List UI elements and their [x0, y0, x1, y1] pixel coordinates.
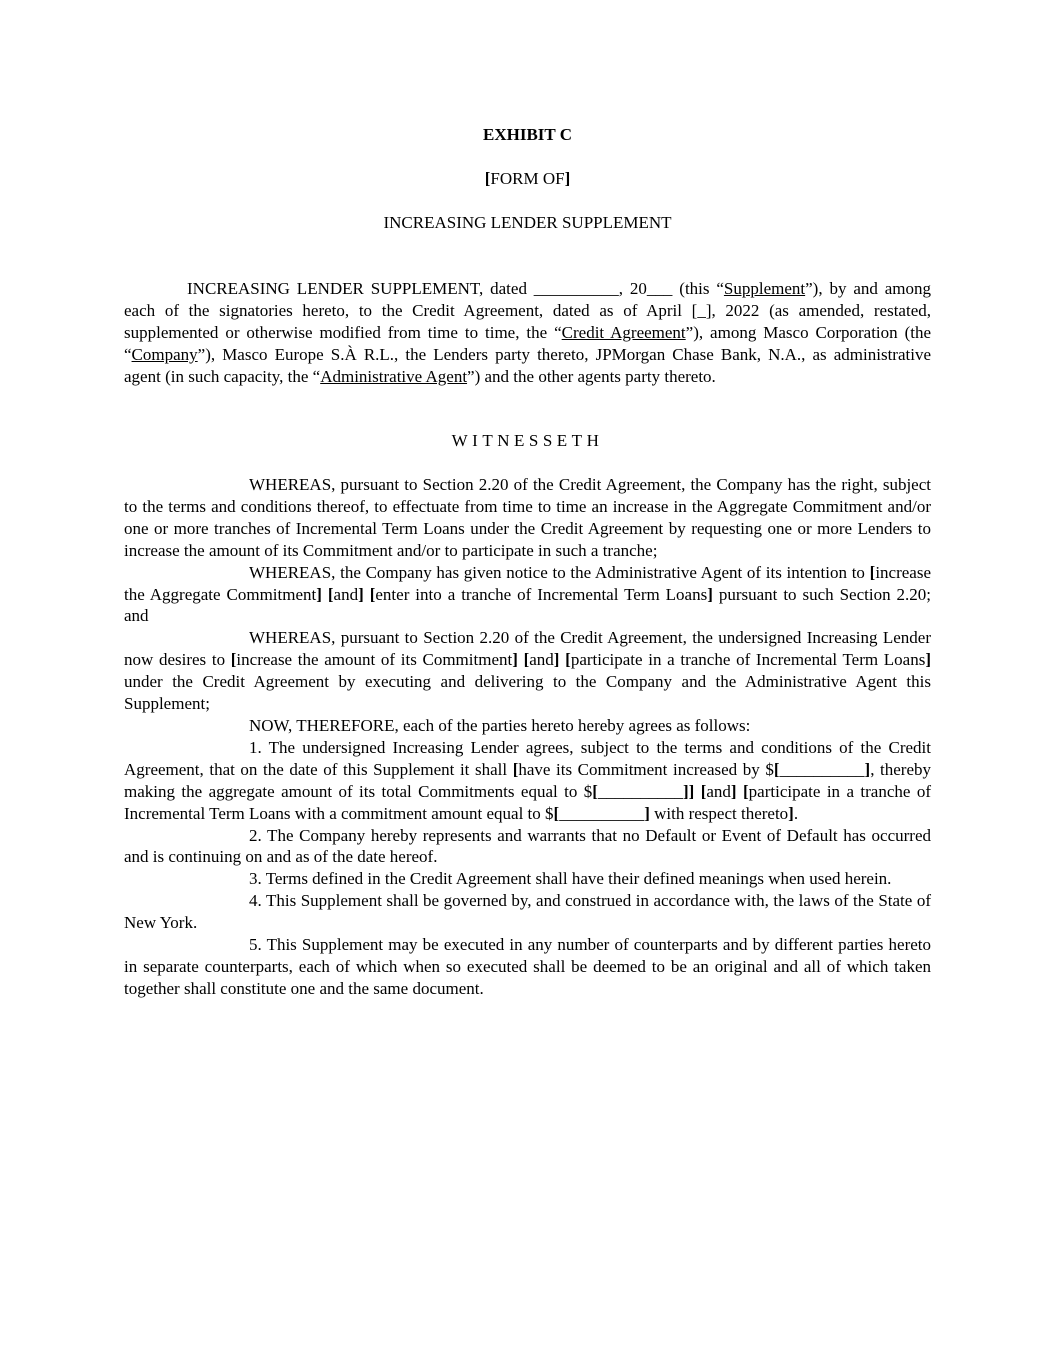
recital-3-text-e: under the Credit Agreement by executing and delivering to the Company and the Administrative Agent this Supplement; [124, 672, 931, 714]
now-therefore-clause: NOW, THEREFORE, each of the parties hereto hereby agrees as follows: [249, 715, 751, 735]
recital-2-text-a: WHEREAS, the Company has given notice to the Administrative Agent of its intention to [249, 562, 870, 582]
bracket-open: [ [512, 759, 519, 779]
bracket-open: [ [327, 584, 334, 604]
section-1-text-b: have its Commitment increased by $ [518, 759, 774, 779]
section-1: 1. The undersigned Increasing Lender agrees, subject to the terms and conditions of the Credit Agreement, that on the date of this Supplement it shall [have its Commitment increased by $[__________], thereby making the aggregate amount of its total Commitments equal to $[__________]] [and] [participate in a tranche of Incremental Term Loans with a commitment amount equal to $[__________] with respect thereto]. [124, 737, 932, 823]
recital-1: WHEREAS, pursuant to Section 2.20 of the Credit Agreement, the Company has the right, subject to the terms and conditions thereof, to effectuate from time to time an increase in the Aggregate Commitment and/or one or more tranches of Incremental Term Loans under the Credit Agreement by requesting one or more Lenders to increase the amount of its Commitment and/or to participate in such a tranche; [124, 475, 931, 560]
section-5: 5. This Supplement may be executed in any number of counterparts and by different parties hereto in separate counterparts, each of which when so executed shall be deemed to be an original and all of which taken together shall constitute one and the same document. [124, 935, 931, 998]
document-title: INCREASING LENDER SUPPLEMENT [383, 213, 672, 232]
intro-text-4: ”), Masco Europe S.À R.L., the Lenders party thereto, JPMorgan Chase Bank, N.A., as administrative agent (in such capacity, the “ [124, 344, 931, 386]
section-2: 2. The Company hereby represents and warrants that no Default or Event of Default has occurred and is continuing on and as of the date hereof. [124, 825, 931, 867]
intro-text-5: ”) and the other agents party thereto. [467, 366, 716, 386]
bracket-open: [ [773, 759, 780, 779]
bracket-close-double: ]] [682, 781, 695, 801]
bracket-open: [ [592, 781, 598, 801]
bracket-close: ] [925, 650, 931, 670]
bracket-close: ] [707, 584, 713, 604]
defined-term-administrative-agent: Administrative Agent [320, 366, 468, 386]
section-1-and: and [706, 781, 731, 801]
section-4: 4. This Supplement shall be governed by, and construed in accordance with, the laws of the State of New York. [124, 891, 931, 933]
bracket-open: [ [484, 169, 491, 188]
defined-term-supplement: Supplement [723, 279, 806, 298]
section-1-text-f: with respect thereto [649, 803, 789, 823]
recital-3-text-a: WHEREAS, pursuant to Section 2.20 of the Credit Agreement, the undersigned Increasing Lender now desires to [124, 628, 931, 670]
bracket-open: [ [523, 650, 530, 670]
bracket-close: ] [788, 803, 794, 823]
intro-text-1: INCREASING LENDER SUPPLEMENT, dated __________, 20___ (this “ [187, 279, 724, 298]
bracket-open: [ [565, 650, 571, 670]
section-1-text-c: , thereby making the aggregate amount of its total Commitments equal to $ [124, 759, 931, 801]
bracket-open: [ [743, 781, 749, 801]
defined-term-company: Company [131, 344, 198, 364]
section-1-text-e: participate in a tranche of Incremental Term Loans with a commitment amount equal to $ [124, 781, 932, 823]
bracket-close: ] [864, 759, 871, 779]
recital-3-and: and [529, 650, 554, 670]
amount-blank: __________ [597, 781, 683, 801]
body-block [124, 474, 931, 1000]
bracket-close: ] [512, 650, 518, 670]
bracket-close: ] [644, 803, 650, 823]
recital-2-option-increase: increase the Aggregate Commitment [124, 562, 931, 604]
bracket-open: [ [869, 562, 876, 582]
witnesseth-heading: WITNESSETH [451, 431, 604, 450]
intro-text-3: ”), among Masco Corporation (the “ [124, 322, 932, 364]
amount-blank: __________ [779, 759, 865, 779]
intro-text-2: ”), by and among each of the signatories hereto, to the Credit Agreement, dated as of April [_], 2022 (as amended, restated, supplemented or otherwise modified from time to time, the “ [124, 279, 931, 342]
recital-2 [124, 562, 931, 628]
bracket-close: ] [316, 584, 322, 604]
recital-3-option-increase: increase the amount of its Commitment [236, 650, 513, 670]
section-1-text-a: 1. The undersigned Increasing Lender agrees, subject to the terms and conditions of the Credit Agreement, that on the date of this Supplement it shall [124, 737, 931, 779]
intro-paragraph [124, 278, 931, 388]
bracket-close: ] [730, 781, 737, 801]
form-of-line [0, 168, 1055, 190]
defined-term-credit-agreement: Credit Agreement [561, 322, 686, 342]
bracket-open: [ [230, 650, 237, 670]
form-of-text: FORM OF [490, 169, 565, 188]
recital-3 [124, 627, 931, 715]
bracket-close: ] [358, 584, 364, 604]
recital-2-text-e: pursuant to such Section 2.20; and [124, 584, 932, 626]
bracket-open: [ [553, 803, 560, 823]
amount-blank: __________ [559, 803, 645, 823]
recital-2-and: and [333, 584, 359, 604]
bracket-close: ] [564, 169, 571, 188]
bracket-close: ] [553, 650, 560, 670]
section-3: 3. Terms defined in the Credit Agreement shall have their defined meanings when used herein. [249, 869, 892, 889]
recital-2-option-tranche: enter into a tranche of Incremental Term Loans [375, 584, 708, 604]
exhibit-heading: EXHIBIT C [483, 125, 572, 144]
bracket-open: [ [369, 584, 376, 604]
bracket-open: [ [700, 781, 707, 801]
recital-3-option-tranche: participate in a tranche of Incremental Term Loans [570, 650, 926, 670]
